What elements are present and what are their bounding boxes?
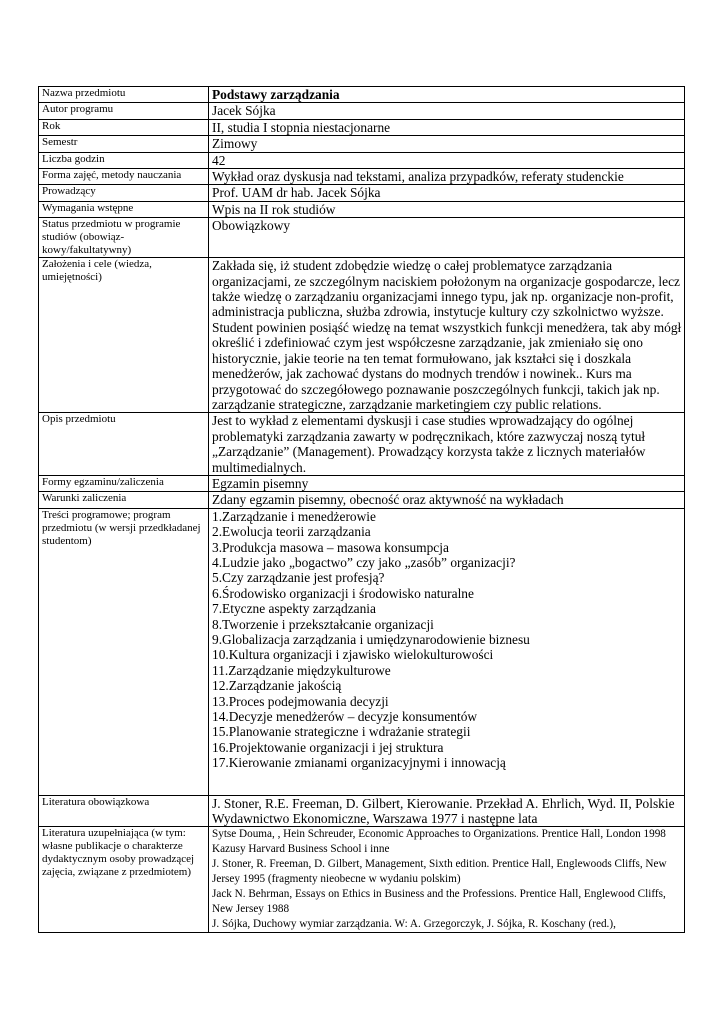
- value-prowadzacy: Prof. UAM dr hab. Jacek Sójka: [209, 185, 685, 201]
- row-forma: [39, 169, 685, 185]
- value-lit-uzup: [209, 827, 685, 933]
- value-semestr: Zimowy: [209, 136, 685, 152]
- row-formy: [39, 475, 685, 491]
- row-lit-obow: [39, 795, 685, 827]
- row-lit-uzup: [39, 827, 685, 933]
- value-status: Obowiązkowy: [209, 218, 685, 258]
- label-zalozenia: Założenia i cele (wiedza, umiejętności): [39, 258, 209, 413]
- row-tresci: [39, 508, 685, 795]
- topic-item: 7.Etyczne aspekty zarządzania: [212, 601, 376, 617]
- label-lit-uzup: Literatura uzupełniająca (w tym: własne publikacje o charakterze dydaktycznym osoby prowadzącej zajęcia, związane z przedmiotem): [39, 827, 209, 933]
- topic-item: 11.Zarządzanie międzykulturowe: [212, 662, 391, 678]
- row-wymagania: [39, 201, 685, 217]
- syllabus-page: [38, 86, 684, 933]
- topic-item: 2.Ewolucja teorii zarządzania: [212, 524, 371, 540]
- row-rok: [39, 119, 685, 135]
- value-nazwa: Podstawy zarządzania: [209, 87, 685, 103]
- topic-item: 1.Zarządzanie i menedżerowie: [212, 508, 376, 524]
- topic-item: 10.Kultura organizacji i zjawisko wielokulturowości: [212, 647, 494, 663]
- value-godziny: 42: [209, 152, 685, 168]
- value-tresci: [209, 508, 685, 795]
- label-autor: Autor programu: [39, 103, 209, 119]
- label-prowadzacy: Prowadzący: [39, 185, 209, 201]
- row-nazwa: [39, 87, 685, 103]
- value-rok: II, studia I stopnia niestacjonarne: [209, 119, 685, 135]
- label-opis: Opis przedmiotu: [39, 413, 209, 476]
- label-tresci: Treści programowe; program przedmiotu (w wersji przedkładanej studentom): [39, 508, 209, 795]
- label-rok: Rok: [39, 119, 209, 135]
- topic-item: 13.Proces podejmowania decyzji: [212, 693, 389, 709]
- topic-item: 15.Planowanie strategiczne i wdrażanie strategii: [212, 724, 471, 740]
- literature-item: J. Stoner, R. Freeman, D. Gilbert, Management, Sixth edition. Prentice Hall, Englewoods Cliffs, New Jersey 1995 (fragmenty nieobecne w wydaniu polskim): [212, 858, 667, 886]
- row-godziny: [39, 152, 685, 168]
- topic-item: 4.Ludzie jako „bogactwo” czy jako „zasób” organizacji?: [212, 554, 516, 570]
- row-prowadzacy: [39, 185, 685, 201]
- label-warunki: Warunki zaliczenia: [39, 492, 209, 508]
- topic-item: 8.Tworzenie i przekształcanie organizacji: [212, 616, 434, 632]
- value-forma: Wykład oraz dyskusja nad tekstami, analiza przypadków, referaty studenckie: [209, 169, 685, 185]
- syllabus-table: [38, 86, 685, 933]
- topic-item: 9.Globalizacja zarządzania i umiędzynarodowienie biznesu: [212, 632, 530, 647]
- label-wymagania: Wymagania wstępne: [39, 201, 209, 217]
- topic-item: 12.Zarządzanie jakością: [212, 678, 342, 694]
- topics-spacer: [212, 771, 682, 795]
- literature-item: Jack N. Behrman, Essays on Ethics in Business and the Professions. Prentice Hall, Englewood Cliffs, New Jersey 1988: [212, 888, 666, 916]
- label-forma: Forma zajęć, metody nauczania: [39, 169, 209, 185]
- topic-item: 5.Czy zarządzanie jest profesją?: [212, 570, 385, 586]
- topic-item: 6.Środowisko organizacji i środowisko naturalne: [212, 585, 474, 601]
- label-status: Status przedmiotu w programie studiów (obowiąz-kowy/fakultatywny): [39, 218, 209, 258]
- row-semestr: [39, 136, 685, 152]
- row-autor: [39, 103, 685, 119]
- value-opis: Jest to wykład z elementami dyskusji i case studies wprowadzający do ogólnej problematyki zarządzania zawarty w podręcznikach, które zazwyczaj noszą tytuł „Zarządzanie” (Management). Prowadzący korzysta także z licznych materiałów multimedialnych.: [209, 413, 685, 476]
- value-lit-obow: J. Stoner, R.E. Freeman, D. Gilbert, Kierowanie. Przekład A. Ehrlich, Wyd. II, Polskie Wydawnictwo Ekonomiczne, Warszawa 1977 i następne lata: [209, 795, 685, 827]
- literature-item: J. Sójka, Duchowy wymiar zarządzania. W: A. Grzegorczyk, J. Sójka, R. Koschany (red.),: [212, 918, 616, 931]
- literature-item: Sytse Douma, , Hein Schreuder, Economic Approaches to Organizations. Prentice Hall, London 1998: [212, 828, 666, 841]
- label-formy: Formy egzaminu/zaliczenia: [39, 475, 209, 491]
- label-semestr: Semestr: [39, 136, 209, 152]
- topic-item: 17.Kierowanie zmianami organizacyjnymi i innowacją: [212, 755, 506, 771]
- value-wymagania: Wpis na II rok studiów: [209, 201, 685, 217]
- label-godziny: Liczba godzin: [39, 152, 209, 168]
- value-zalozenia: Zakłada się, iż student zdobędzie wiedzę o całej problematyce zarządzania organizacjami, ze szczególnym naciskiem położonym na organizacje gospodarcze, lecz także wiedzę o zarządzaniu organizacjami innego typu, jak np. organizacje non-profit, administracja publiczna, służba zdrowia, instytucje kultury czy szkolnictwo wyższe. Student powinien posiąść wiedzę na temat wszystkich funkcji menedżera, tak aby mógł określić i zdefiniować czym jest współczesne zarządzanie, jak zmieniało się ono historycznie, jakie teorie na ten temat formułowano, jak kształci się i doszkala menedżerów, jak zachować dystans do modnych trendów i nowinek.. Kurs ma przygotować do szczegółowego poznawanie poszczególnych funkcji, takich jak np. zarządzanie strategiczne, zarządzanie marketingiem czy public relations.: [209, 258, 685, 413]
- label-nazwa: Nazwa przedmiotu: [39, 87, 209, 103]
- value-warunki: Zdany egzamin pisemny, obecność oraz aktywność na wykładach: [209, 492, 685, 508]
- literature-item: Kazusy Harvard Business School i inne: [212, 843, 390, 856]
- topic-item: 16.Projektowanie organizacji i jej struktura: [212, 739, 444, 755]
- value-formy: Egzamin pisemny: [209, 475, 685, 491]
- topic-item: 3.Produkcja masowa – masowa konsumpcja: [212, 539, 449, 555]
- label-lit-obow: Literatura obowiązkowa: [39, 795, 209, 827]
- row-warunki: [39, 492, 685, 508]
- row-status: [39, 218, 685, 258]
- row-opis: [39, 413, 685, 476]
- topic-item: 14.Decyzje menedżerów – decyzje konsumentów: [212, 709, 478, 725]
- value-autor: Jacek Sójka: [209, 103, 685, 119]
- row-zalozenia: [39, 258, 685, 413]
